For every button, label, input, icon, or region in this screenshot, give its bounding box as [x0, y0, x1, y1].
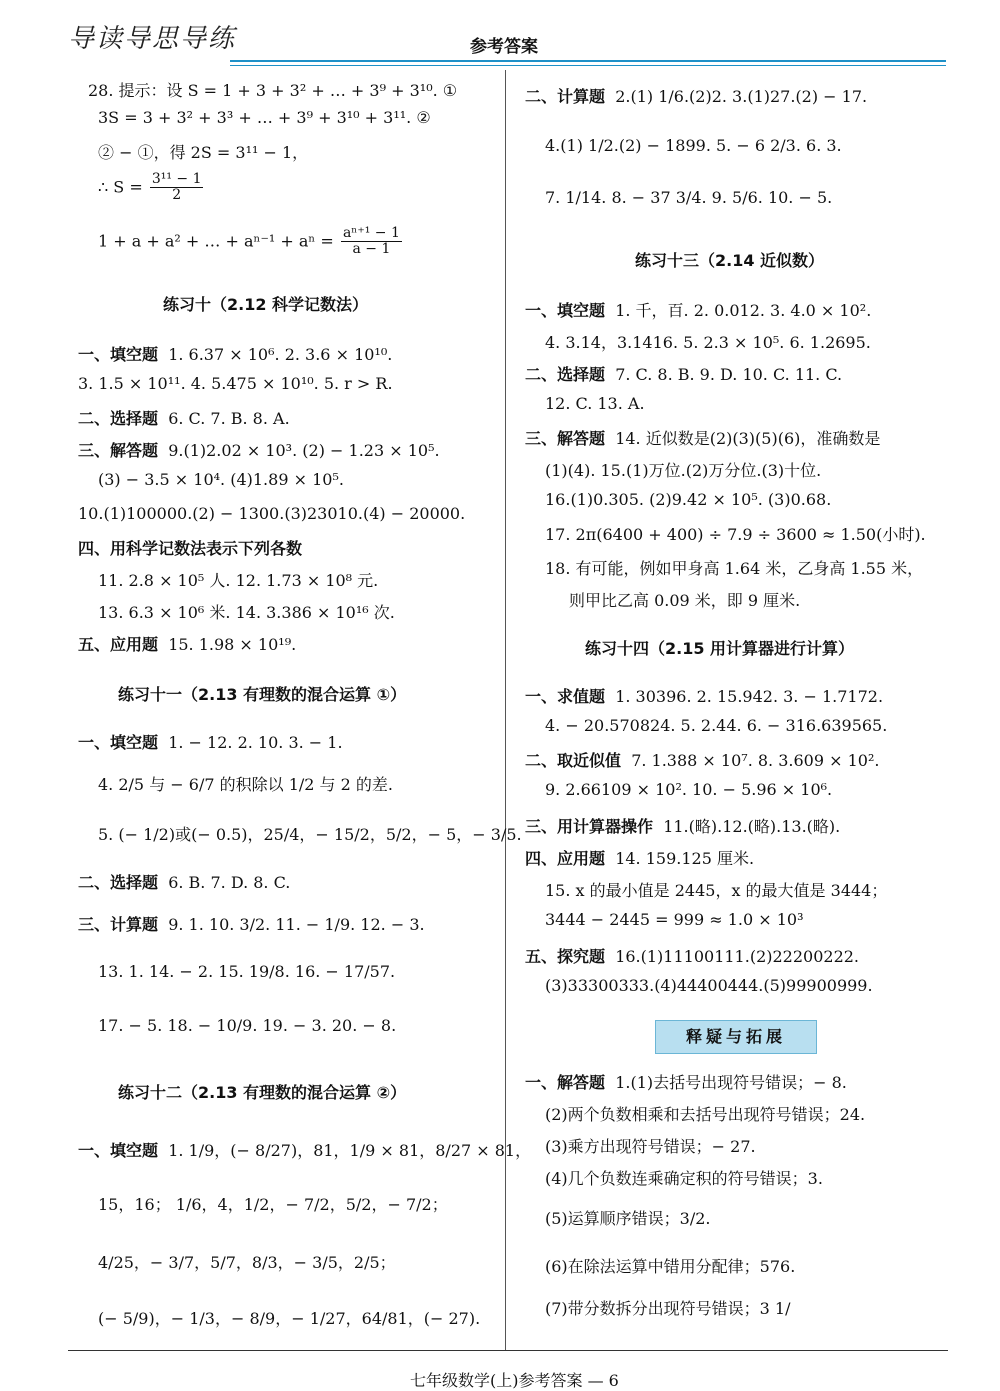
section-title: 练习十一（2.13 有理数的混合运算 ①）: [118, 685, 407, 704]
answer-text: 6. B. 7. D. 8. C.: [168, 873, 291, 892]
section-title: 练习十（2.12 科学记数法）: [163, 295, 369, 314]
header-rule: [230, 60, 946, 62]
answer-label: 五、应用题: [78, 635, 159, 654]
answer-text: 15. 1.98 × 10¹⁹.: [168, 635, 297, 654]
answer-line: (5)运算顺序错误；3/2.: [545, 1209, 711, 1228]
answer-label: 二、选择题: [78, 409, 159, 428]
answer-line: [78, 406, 290, 429]
footer-text: 七年级数学(上)参考答案 — 6: [410, 1371, 619, 1390]
answer-line: 18. 有可能，例如甲身高 1.64 米，乙身高 1.55 米，: [545, 559, 924, 578]
answer-line: 15，16； 1/6，4，1/2，− 7/2，5/2，− 7/2；: [98, 1195, 448, 1214]
answer-line: [525, 1070, 847, 1093]
answer-label: 三、用计算器操作: [525, 817, 654, 836]
answer-text: 16.(1)11100111.(2)22200222.: [615, 947, 860, 966]
answer-label: 一、填空题: [78, 733, 159, 752]
answer-line: 11. 2.8 × 10⁵ 人. 12. 1.73 × 10⁸ 元.: [98, 571, 379, 590]
text-line: ② − ①，得 2S = 3¹¹ − 1，: [98, 143, 309, 162]
answer-line: (6)在除法运算中错用分配律；576.: [545, 1257, 796, 1276]
numerator: aⁿ⁺¹ − 1: [342, 225, 400, 241]
answer-line: 4.(1) 1/2.(2) − 1899. 5. − 6 2/3. 6. 3.: [545, 136, 842, 155]
numerator: 3¹¹ − 1: [151, 171, 202, 187]
answer-line: 15. x 的最小值是 2445，x 的最大值是 3444；: [545, 881, 888, 900]
answer-line: 16.(1)0.305. (2)9.42 × 10⁵. (3)0.68.: [545, 490, 832, 509]
answer-line: [78, 342, 392, 365]
answer-line: 则甲比乙高 0.09 米，即 9 厘米.: [569, 591, 801, 610]
answer-text: 7. C. 8. B. 9. D. 10. C. 11. C.: [615, 365, 843, 384]
answer-line: 17. − 5. 18. − 10/9. 19. − 3. 20. − 8.: [98, 1016, 397, 1035]
answer-line: [78, 1138, 531, 1161]
answer-label: 二、取近似值: [525, 751, 622, 770]
answer-text: 2.(1) 1/6.(2)2. 3.(1)27.(2) − 17.: [615, 87, 868, 106]
answer-text: 1. 1/9，(− 8/27)，81，1/9 × 81，8/27 × 81，: [168, 1141, 532, 1160]
answer-label: 三、解答题: [78, 441, 159, 460]
answer-line: [78, 632, 296, 655]
logo: 导读导思导练: [68, 24, 237, 54]
answer-line: 17. 2π(6400 + 400) ÷ 7.9 ÷ 3600 ≈ 1.50(小时).: [545, 525, 926, 544]
answer-line: 3444 − 2445 = 999 ≈ 1.0 × 10³: [545, 910, 804, 929]
answer-text: 1. − 12. 2. 10. 3. − 1.: [168, 733, 343, 752]
answer-label: 四、用科学记数法表示下列各数: [78, 539, 303, 558]
page-title: 参考答案: [470, 37, 538, 57]
answer-text: 7. 1.388 × 10⁷. 8. 3.609 × 10².: [631, 751, 880, 770]
answer-line: 4. 3.14，3.1416. 5. 2.3 × 10⁵. 6. 1.2695.: [545, 333, 871, 352]
answer-text: 14. 159.125 厘米.: [615, 849, 755, 868]
text-line: 3S = 3 + 3² + 3³ + … + 3⁹ + 3¹⁰ + 3¹¹. ②: [98, 108, 431, 127]
section-title: 练习十二（2.13 有理数的混合运算 ②）: [118, 1083, 407, 1102]
answer-line: [78, 912, 425, 935]
answer-label: 二、选择题: [78, 873, 159, 892]
answer-label: 一、求值题: [525, 687, 606, 706]
answer-line: [525, 814, 840, 837]
answer-label: 三、解答题: [525, 429, 606, 448]
answer-line: [525, 684, 883, 707]
answer-line: (2)两个负数相乘和去括号出现符号错误；24.: [545, 1105, 866, 1124]
answer-line: 3. 1.5 × 10¹¹. 4. 5.475 × 10¹⁰. 5. r > R.: [78, 374, 393, 393]
formula-text: ∴ S =: [98, 177, 143, 197]
formula-text: 1 + a + a² + … + aⁿ⁻¹ + aⁿ =: [98, 231, 334, 251]
answer-line: 12. C. 13. A.: [545, 394, 645, 413]
section-title: 练习十四（2.15 用计算器进行计算）: [585, 639, 855, 658]
answer-text: 1.(1)去括号出现符号错误；− 8.: [615, 1073, 847, 1092]
answer-label: 一、解答题: [525, 1073, 606, 1092]
answer-text: 9.(1)2.02 × 10³. (2) − 1.23 × 10⁵.: [168, 441, 440, 460]
denominator: a − 1: [352, 241, 391, 258]
answer-line: [78, 438, 440, 461]
answer-label: 三、计算题: [78, 915, 159, 934]
answer-text: 1. 30396. 2. 15.942. 3. − 1.7172.: [615, 687, 884, 706]
answer-label: 二、计算题: [525, 87, 606, 106]
answer-line: (3) − 3.5 × 10⁴. (4)1.89 × 10⁵.: [98, 470, 344, 489]
formula-line: [98, 172, 205, 204]
answer-label: 一、填空题: [78, 345, 159, 364]
answer-line: (1)(4). 15.(1)万位.(2)万分位.(3)十位.: [545, 461, 822, 480]
answer-line: [525, 84, 867, 107]
answer-line: (7)带分数拆分出现符号错误；3 1/: [545, 1299, 791, 1318]
answer-text: 6. C. 7. B. 8. A.: [168, 409, 290, 428]
answer-line: [525, 748, 879, 771]
answer-label: 一、填空题: [78, 1141, 159, 1160]
fraction: [341, 226, 402, 258]
answer-line: [525, 426, 880, 449]
answer-line: 10.(1)100000.(2) − 1300.(3)23010.(4) − 20000.: [78, 504, 466, 523]
answer-line: 13. 1. 14. − 2. 15. 19/8. 16. − 17/57.: [98, 962, 396, 981]
answer-text: 1. 千，百. 2. 0.012. 3. 4.0 × 10².: [615, 301, 872, 320]
answer-line: 9. 2.66109 × 10². 10. − 5.96 × 10⁶.: [545, 780, 833, 799]
answer-text: 14. 近似数是(2)(3)(5)(6)，准确数是: [615, 429, 881, 448]
answer-text: 1. 6.37 × 10⁶. 2. 3.6 × 10¹⁰.: [168, 345, 393, 364]
answer-line: 4. 2/5 与 − 6/7 的积除以 1/2 与 2 的差.: [98, 775, 393, 794]
header-rule-thin: [230, 65, 946, 66]
answer-text: 9. 1. 10. 3/2. 11. − 1/9. 12. − 3.: [168, 915, 425, 934]
answer-line: [78, 730, 343, 753]
text-line: 28. 提示：设 S = 1 + 3 + 3² + … + 3⁹ + 3¹⁰. ①: [88, 81, 458, 100]
answer-line: 7. 1/14. 8. − 37 3/4. 9. 5/6. 10. − 5.: [545, 188, 833, 207]
answer-line: 4/25，− 3/7，5/7，8/3，− 3/5，2/5；: [98, 1253, 396, 1272]
answer-line: [525, 944, 859, 967]
answer-line: [525, 362, 842, 385]
answer-line: [525, 298, 871, 321]
section-title: 练习十三（2.14 近似数）: [635, 251, 825, 270]
answer-label: 五、探究题: [525, 947, 606, 966]
answer-line: 13. 6.3 × 10⁶ 米. 14. 3.386 × 10¹⁶ 次.: [98, 603, 395, 622]
answer-line: 4. − 20.570824. 5. 2.44. 6. − 316.639565.: [545, 716, 888, 735]
answer-line: (4)几个负数连乘确定积的符号错误；3.: [545, 1169, 823, 1188]
formula-line: [98, 226, 404, 258]
page-header: [0, 0, 1000, 70]
fraction: [150, 172, 204, 204]
footer-rule: [68, 1350, 948, 1351]
answer-line: (3)33300333.(4)44400444.(5)99900999.: [545, 976, 873, 995]
answer-line: [525, 846, 754, 869]
answer-line: [78, 536, 302, 559]
answer-line: (3)乘方出现符号错误；− 27.: [545, 1137, 756, 1156]
answer-line: 5. (− 1/2)或(− 0.5)，25/4，− 15/2，5/2，− 5，− 3/5.: [98, 825, 522, 844]
answer-text: 11.(略).12.(略).13.(略).: [663, 817, 841, 836]
answer-label: 二、选择题: [525, 365, 606, 384]
answer-line: (− 5/9)，− 1/3，− 8/9，− 1/27，64/81，(− 27).: [98, 1309, 481, 1328]
denominator: 2: [172, 187, 182, 204]
answer-line: [78, 870, 290, 893]
answer-label: 一、填空题: [525, 301, 606, 320]
answer-label: 四、应用题: [525, 849, 606, 868]
section-badge: 释疑与拓展: [655, 1020, 817, 1054]
